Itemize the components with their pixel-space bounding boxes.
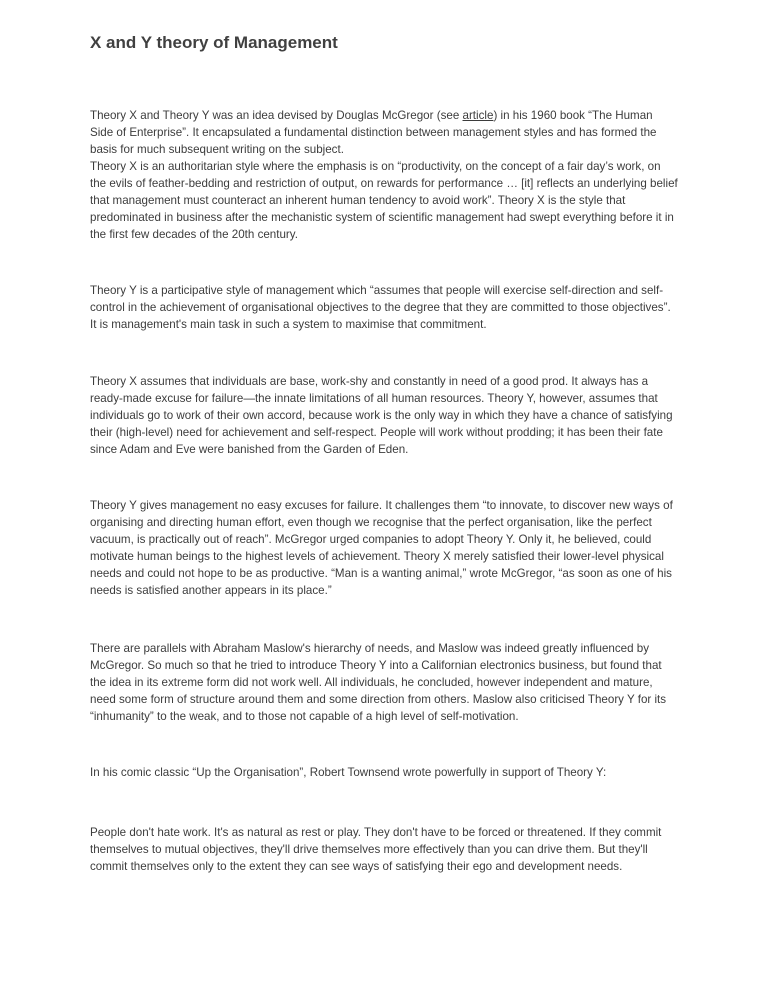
paragraph-x-vs-y-assumptions: Theory X assumes that individuals are base, work-shy and constantly in need of a good prod. It always has a ready-made excuse for failure—the innate limitations of all human resources. Theory Y, however, assumes that individuals go to work of their own accord, because work is the only way in which they have a chance of satisfying their (high-level) need for achievement and self-respect. People will work without prodding; it has been their fate since Adam and Eve were banished from the Garden of Eden. [90, 375, 673, 456]
paragraph-theory-x-definition: Theory X is an authoritarian style where the emphasis is on “productivity, on the concept of a fair day’s work, on the evils of feather-bedding and restriction of output, on rewards for performance … [it] reflects an underlying belief that management must counteract an inherent human tendency to avoid work”. Theory X is the style that predominated in business after the mechanistic system of scientific management had swept everything before it in the first few decades of the 20th century. [90, 160, 678, 241]
paragraph-townsend-intro: In his comic classic “Up the Organisation”, Robert Townsend wrote powerfully in support of Theory Y: [90, 766, 607, 779]
page-title: X and Y theory of Management [90, 33, 338, 52]
paragraph-intro [90, 107, 678, 158]
paragraph-townsend-quote: People don't hate work. It's as natural as rest or play. They don't have to be forced or threatened. If they commit themselves to mutual objectives, they'll drive themselves more effectively than you can drive them. But they'll commit themselves only to the extent they can see ways of satisfying their ego and development needs. [90, 826, 662, 873]
paragraph-theory-y-definition: Theory Y is a participative style of management which “assumes that people will exercise self-direction and self-control in the achievement of organisational objectives to the degree that they are committed to those objectives”. It is management's main task in such a system to maximise that commitment. [90, 284, 671, 331]
paragraph-theory-y-challenges: Theory Y gives management no easy excuses for failure. It challenges them “to innovate, to discover new ways of organising and directing human effort, even though we recognise that the perfect organisation, like the perfect vacuum, is practically out of reach”. McGregor urged companies to adopt Theory Y. Only it, he believed, could motivate human beings to the highest levels of achievement. Theory X merely satisfied their lower-level physical needs and could not hope to be as productive. “Man is a wanting animal,” wrote McGregor, “as soon as one of his needs is satisfied another appears in its place.” [90, 499, 673, 597]
article-link[interactable]: article [462, 109, 494, 122]
paragraph-maslow-parallels: There are parallels with Abraham Maslow's hierarchy of needs, and Maslow was indeed greatly influenced by McGregor. So much so that he tried to introduce Theory Y into a Californian electronics business, but found that the idea in its extreme form did not work well. All individuals, he concluded, however independent and mature, need some form of structure around them and some direction from others. Maslow also criticised Theory Y for its “inhumanity” to the weak, and to those not capable of a high level of self-motivation. [90, 642, 667, 723]
intro-text-after-link: ) in his 1960 book “The Human Side of Enterprise”. It encapsulated a fundamental distinction between management styles and has formed the basis for much subsequent writing on the subject. [90, 109, 657, 156]
intro-text-before-link: Theory X and Theory Y was an idea devised by Douglas McGregor (see [90, 109, 463, 122]
